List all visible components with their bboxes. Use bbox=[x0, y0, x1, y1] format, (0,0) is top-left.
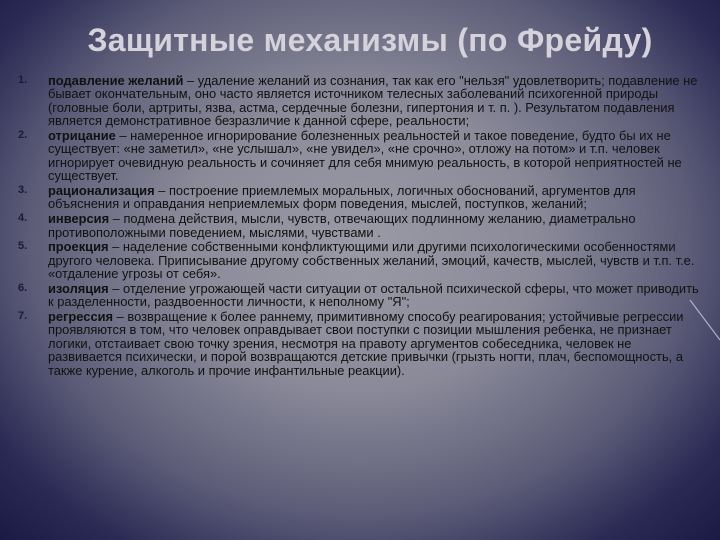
item-number: 5. bbox=[18, 240, 28, 253]
item-term: регрессия bbox=[48, 308, 114, 324]
mechanism-list bbox=[14, 74, 700, 378]
list-item bbox=[14, 74, 700, 128]
item-description: – намеренное игнорирование болезненных реальностей и такое поведение, будто бы их не существует: «не заметил», «не услышал», «не увидел», «не срочно», отложу на потом» и т.п. человек игнорирует очевидную реальность и сочиняет для себя мнимую реальность, в которой неприятностей не существует. bbox=[48, 128, 682, 184]
item-number: 7. bbox=[18, 309, 28, 322]
list-item bbox=[14, 212, 700, 239]
slide-title: Защитные механизмы (по Фрейду) bbox=[87, 22, 653, 58]
item-description: – отделение угрожающей части ситуации от остальной психической сферы, что может приводить к разделенности, раздвоенности личности, к неполному "Я"; bbox=[48, 280, 699, 310]
item-number: 1. bbox=[18, 74, 28, 86]
item-term: проекция bbox=[48, 239, 109, 255]
item-description: – удаление желаний из сознания, так как его "нельзя" удовлетворить; подавление не бывает окончательным, оно часто является источником телесных заболеваний психогенной природы (головные боли, артриты, язва, астма, сердечные болезни, гипертония и т. п. ). Результатом подавления является демонстративное безразличие к данной сфере, реальности; bbox=[48, 73, 698, 129]
item-term: изоляция bbox=[48, 280, 109, 296]
list-item bbox=[14, 282, 700, 309]
list-item bbox=[14, 184, 700, 211]
item-number: 6. bbox=[18, 281, 28, 294]
list-item bbox=[14, 310, 700, 377]
item-number: 3. bbox=[18, 184, 28, 196]
item-description: – наделение собственными конфликтующими или другими психологическими особенностями другого человека. Приписывание другому собственных желаний, эмоций, качеств, мыслей, чувств и т.п. т.е. «отдаление угрозы от себя». bbox=[48, 239, 695, 282]
item-term: подавление желаний bbox=[48, 73, 184, 88]
item-term: инверсия bbox=[48, 211, 110, 227]
item-number: 2. bbox=[18, 129, 28, 141]
item-description: – подмена действия, мысли, чувств, отвечающих подлинному желанию, диаметрально противоположными поведением, мыслями, чувствами . bbox=[48, 211, 636, 240]
list-item bbox=[14, 240, 700, 280]
item-description: – построение приемлемых моральных, логичных обоснований, аргументов для объяснения и оправдания неприемлемых форм поведения, мыслей, поступков, желаний; bbox=[48, 183, 636, 212]
item-term: отрицание bbox=[48, 128, 116, 143]
item-number: 4. bbox=[18, 212, 28, 225]
list-item bbox=[14, 129, 700, 183]
item-term: рационализация bbox=[48, 183, 155, 198]
item-description: – возвращение к более раннему, примитивному способу реагирования; устойчивые регрессии проявляются в том, что человек оправдывает свои поступки с позиции мышления ребенка, не признает логики, отстаивает свою точку зрения, несмотря на правоту аргументов собеседника, человек не развивается психически, и порой возвращаются детские привычки (грызть ногти, плач, беспомощность, а также курение, алкоголь и прочие инфантильные реакции). bbox=[48, 308, 684, 378]
